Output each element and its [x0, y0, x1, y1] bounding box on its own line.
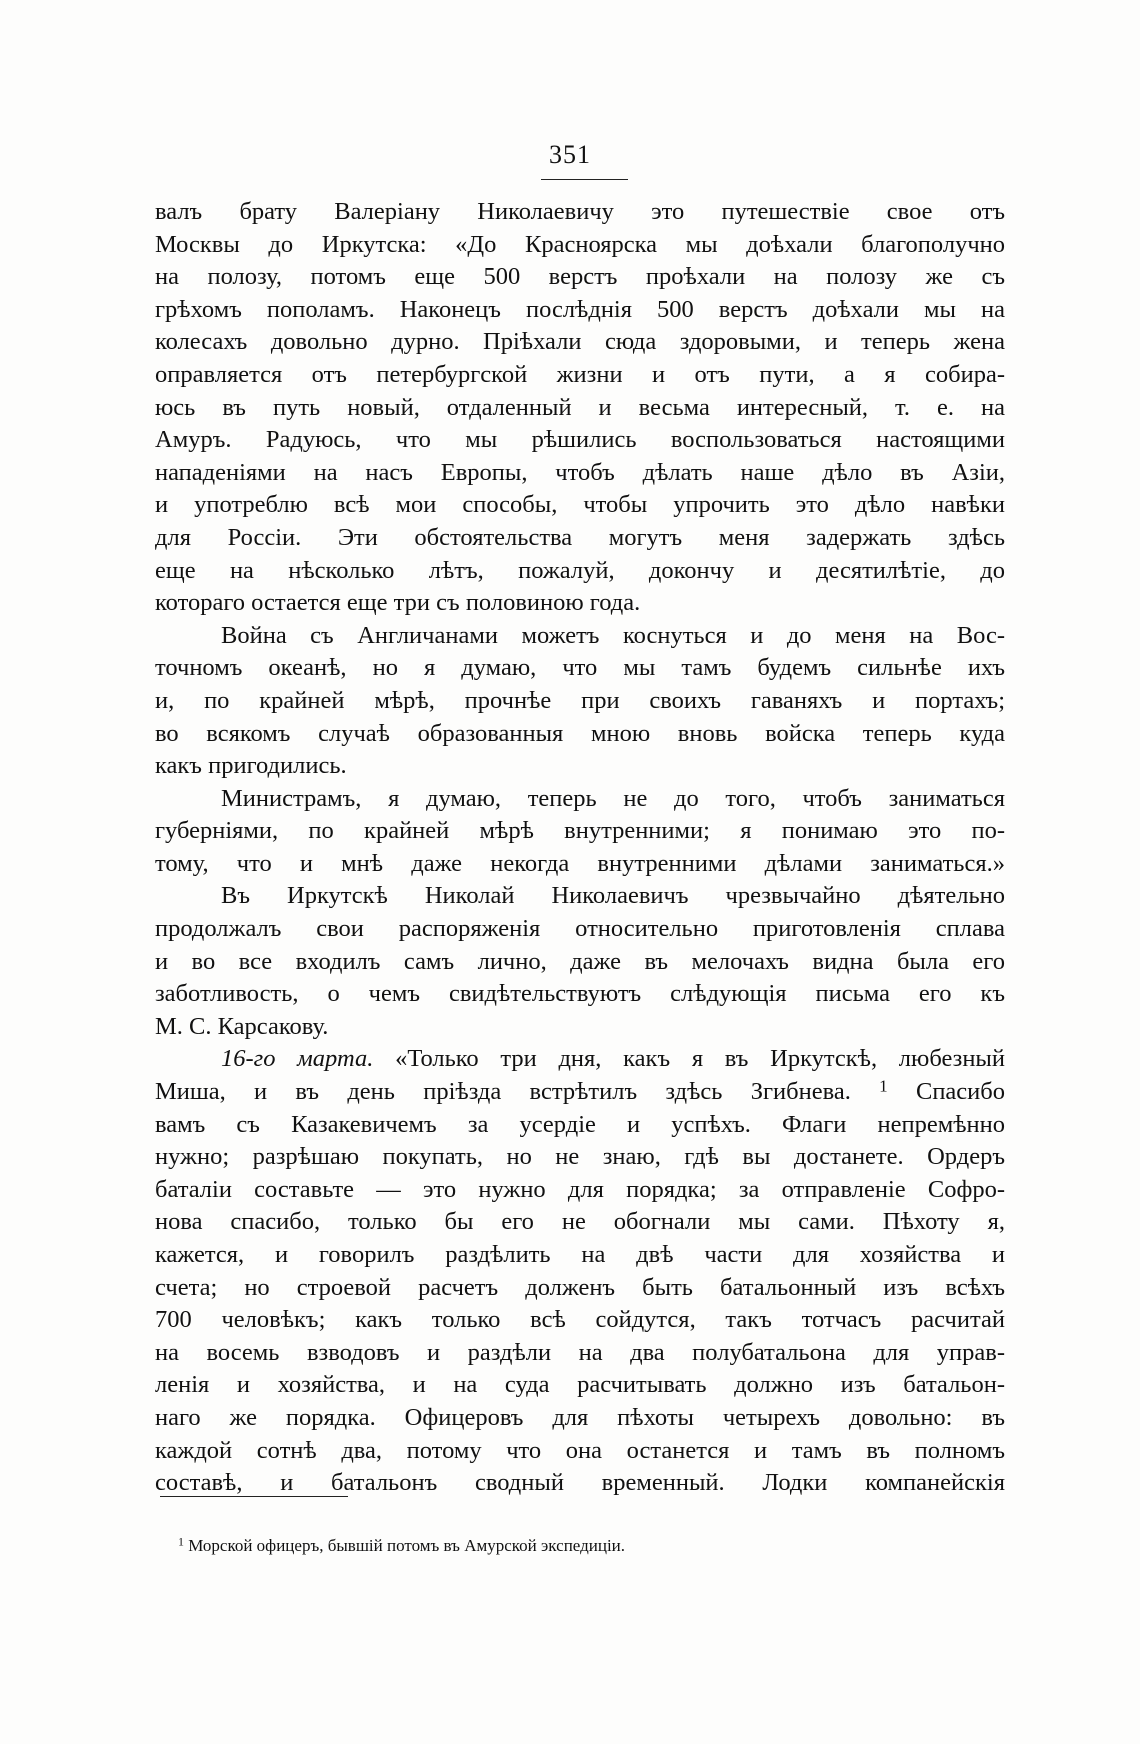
text-line: Война съ Англичанами можетъ коснуться и до меня на Вос- — [221, 621, 1005, 649]
text-line-with-footnote — [155, 1076, 1005, 1109]
text-line: и употреблю всѣ мои способы, чтобы упрочить это дѣло навѣки — [155, 491, 1005, 519]
text-line: колесахъ довольно дурно. Пріѣхали сюда здоровыми, и теперь жена — [155, 328, 1005, 356]
text-line: ленія и хозяйства, и на суда расчитывать должно изъ батальон- — [155, 1371, 1005, 1399]
text-line: заботливость, о чемъ свидѣтельствуютъ слѣдующія письма его къ — [155, 980, 1005, 1008]
text-line-part: Спасибо — [915, 1078, 1005, 1106]
text-line: Министрамъ, я думаю, теперь не до того, чтобъ заниматься — [221, 784, 1005, 812]
main-text — [155, 196, 1005, 1500]
text-line: оправляется отъ петербургской жизни и отъ пути, а я собира- — [155, 360, 1005, 388]
text-line: каждой сотнѣ два, потому что она останется и тамъ въ полномъ — [155, 1436, 1005, 1464]
text-line: котораго остается еще три съ половиною года. — [155, 589, 641, 617]
text-line: юсь въ путь новый, отдаленный и весьма интересный, т. е. на — [155, 393, 1005, 421]
page-number: 351 — [549, 140, 591, 169]
text-line: кажется, и говорилъ раздѣлить на двѣ части для хозяйства и — [155, 1241, 1005, 1268]
text-line: М. С. Карсакову. — [155, 1012, 329, 1040]
text-line: счета; но строевой расчетъ долженъ быть батальонный изъ всѣхъ — [155, 1273, 1005, 1301]
text-line: губерніями, по крайней мѣрѣ внутренними; я понимаю это по- — [155, 817, 1005, 845]
text-line: Въ Иркутскѣ Николай Николаевичъ чрезвычайно дѣятельно — [221, 882, 1005, 910]
text-line: еще на нѣсколько лѣтъ, пожалуй, докончу и десятилѣтіе, до — [155, 556, 1005, 584]
header-rule — [541, 179, 628, 180]
text-line: какъ пригодились. — [155, 752, 347, 780]
text-line: грѣхомъ пополамъ. Наконецъ послѣднія 500 верстъ доѣхали мы на — [155, 295, 1005, 323]
text-line: на восемь взводовъ и раздѣли на два полубатальона для управ- — [155, 1338, 1005, 1366]
text-line: во всякомъ случаѣ образованныя мною вновь войска теперь куда — [155, 719, 1005, 747]
footnote-rule — [160, 1496, 348, 1497]
text-line: Москвы до Иркутска: «До Красноярска мы доѣхали благополучно — [155, 230, 1005, 258]
footnote-marker: 1 — [178, 1534, 184, 1549]
text-line: тому, что и мнѣ даже некогда внутренними дѣлами заниматься.» — [155, 849, 1005, 877]
text-line: вамъ съ Казакевичемъ за усердіе и успѣхъ. Флаги непремѣнно — [155, 1110, 1005, 1138]
footnote-text: Морской офицеръ, бывшій потомъ въ Амурской экспедиціи. — [188, 1536, 626, 1555]
text-line: составѣ, и батальонъ сводный временный. Лодки компанейскія — [155, 1469, 1005, 1497]
footnote-reference: 1 — [879, 1076, 888, 1096]
text-line: на полозу, потомъ еще 500 верстъ проѣхали на полозу же съ — [155, 263, 1005, 291]
letter-opening-text: «Только три дня, какъ я въ Иркутскѣ, любезный — [395, 1045, 1005, 1073]
text-line: для Россіи. Эти обстоятельства могутъ меня задержать здѣсь — [155, 523, 1005, 551]
letter-opening-line — [155, 1043, 1005, 1076]
text-line: Амуръ. Радуюсь, что мы рѣшились воспользоваться настоящими — [155, 426, 1005, 454]
text-line: продолжалъ свои распоряженія относительно приготовленія сплава — [155, 915, 1005, 943]
text-line: точномъ океанѣ, но я думаю, что мы тамъ будемъ сильнѣе ихъ — [155, 654, 1005, 682]
text-line: наго же порядка. Офицеровъ для пѣхоты четырехъ довольно: въ — [155, 1403, 1005, 1431]
letter-date: 16-го марта. — [221, 1045, 374, 1073]
footnote — [178, 1534, 625, 1558]
text-line: 700 человѣкъ; какъ только всѣ сойдутся, такъ тотчасъ расчитай — [155, 1306, 1005, 1334]
text-line: нужно; разрѣшаю покупать, но не знаю, гдѣ вы достанете. Ордеръ — [155, 1143, 1005, 1171]
text-line: и, по крайней мѣрѣ, прочнѣе при своихъ гаваняхъ и портахъ; — [155, 686, 1005, 714]
text-line: и во все входилъ самъ лично, даже въ мелочахъ видна была его — [155, 947, 1005, 975]
text-line: нова спасибо, только бы его не обогнали мы сами. Пѣхоту я, — [155, 1208, 1005, 1236]
text-line: валъ брату Валеріану Николаевичу это путешествіе свое отъ — [155, 198, 1005, 225]
text-line-part: Миша, и въ день пріѣзда встрѣтилъ здѣсь Згибнева. — [155, 1078, 851, 1106]
text-line: баталіи составьте — это нужно для порядка; за отправленіе Софро- — [155, 1175, 1005, 1203]
text-line: нападеніями на насъ Европы, чтобъ дѣлать наше дѣло въ Азіи, — [155, 458, 1005, 486]
